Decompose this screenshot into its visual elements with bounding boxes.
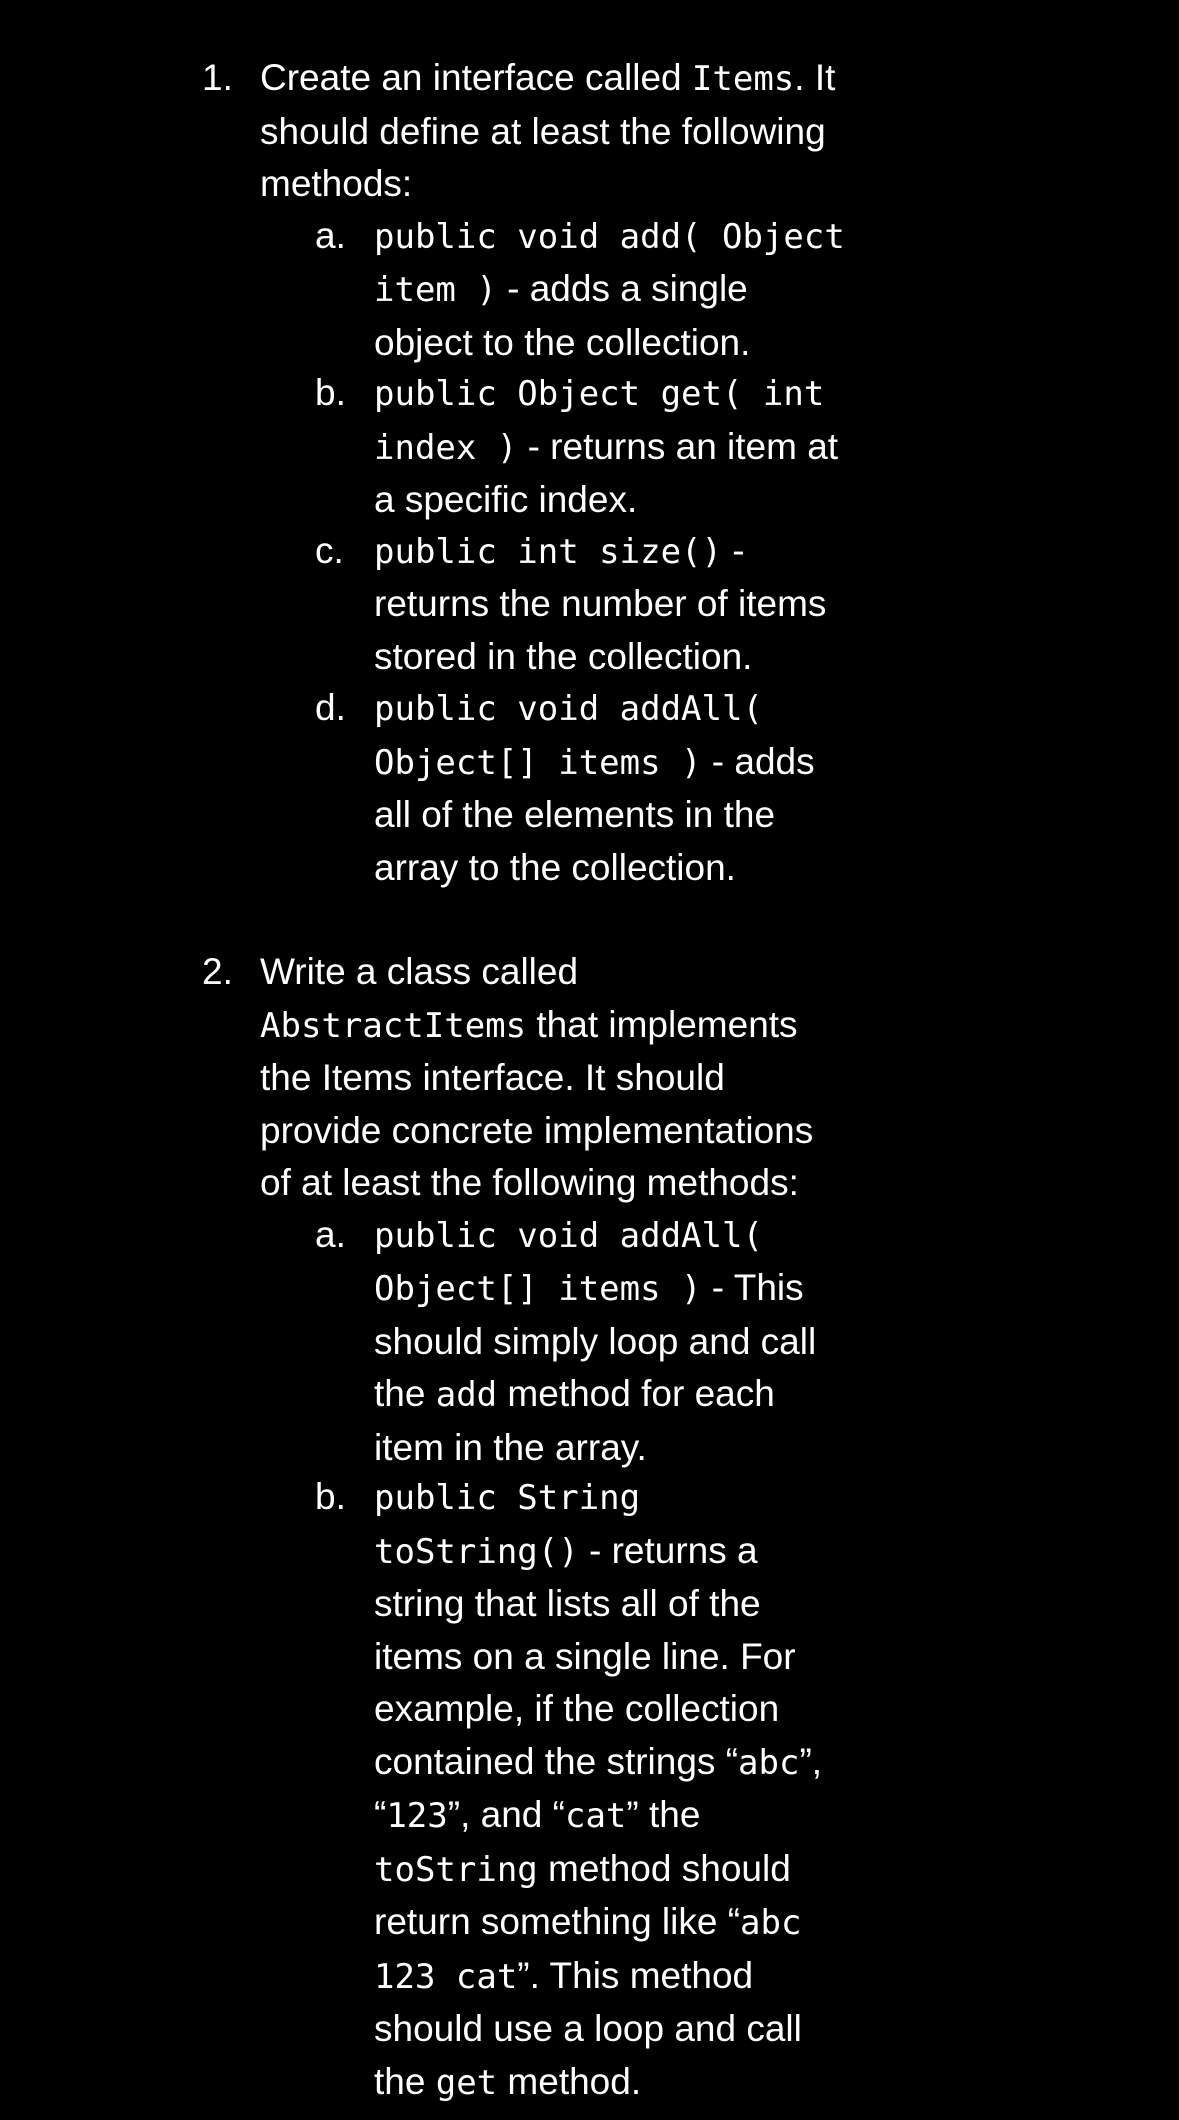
text-span: should define at least the following [260, 110, 826, 152]
text-span: contained the strings “ [374, 1740, 739, 1782]
text-line [374, 1578, 894, 1631]
code-span: get [435, 2062, 498, 2103]
text-line [374, 1950, 894, 2004]
text-line [374, 525, 894, 579]
text-span: - returns a [578, 1529, 758, 1571]
sub-item-text [374, 210, 894, 370]
code-span: cat [564, 1796, 627, 1836]
sub-item-letter: b. [315, 372, 346, 413]
code-span: public void addAll( [374, 1215, 763, 1256]
code-span: 123 cat [374, 1956, 518, 1997]
code-span: Items [691, 59, 795, 99]
text-line [374, 578, 894, 631]
text-line [374, 1843, 894, 1897]
text-span: the [374, 1373, 436, 1414]
text-line [374, 1789, 894, 1843]
text-line [374, 1896, 894, 1950]
text-line [374, 1471, 894, 1525]
text-line [374, 263, 894, 317]
text-span: method for each [497, 1373, 775, 1414]
code-span: public Object get( int [374, 374, 825, 414]
list-item-text [260, 946, 900, 1210]
text-span: all of the elements in the [374, 794, 776, 835]
text-span: provide concrete implementations [260, 1109, 814, 1151]
code-span: Object[] items ) [374, 1269, 702, 1309]
text-span: a specific index. [374, 479, 638, 520]
text-span: string that lists all of the [374, 1583, 761, 1624]
code-span: public void add( Object [374, 216, 845, 257]
text-span: method should [537, 1847, 791, 1889]
text-line [260, 158, 900, 211]
code-span: public void addAll( [374, 689, 763, 729]
text-span: array to the collection. [374, 846, 736, 888]
code-span: toString [374, 1849, 538, 1890]
text-line [260, 106, 900, 159]
text-line [374, 1368, 894, 1422]
text-line [374, 2003, 894, 2056]
text-line [260, 1157, 900, 1210]
code-span: item ) [374, 270, 497, 310]
code-span: Object[] items ) [374, 742, 702, 783]
code-span: index ) [374, 427, 518, 468]
sub-item-letter: c. [315, 529, 344, 571]
text-line [374, 367, 894, 421]
sub-item-letter: a. [315, 214, 346, 256]
text-line [374, 421, 894, 475]
code-span: abc [740, 1903, 802, 1943]
text-line [260, 52, 900, 106]
text-span: returns the number of items [374, 583, 827, 624]
text-line [374, 210, 894, 264]
text-span: stored in the collection. [374, 635, 753, 677]
code-span: add [435, 1375, 498, 1415]
text-span: object to the collection. [374, 321, 751, 363]
sub-item-text [374, 1209, 894, 1475]
text-span: - This [701, 1267, 804, 1308]
text-span: items on a single line. For [374, 1635, 796, 1677]
text-line [374, 474, 894, 527]
text-span: the [374, 2060, 436, 2102]
sub-item-letter: d. [315, 687, 346, 728]
text-line [374, 736, 894, 790]
text-span: Create an interface called [260, 57, 692, 98]
code-span: public int size() [374, 531, 722, 572]
text-line [260, 999, 900, 1053]
text-span: “ [374, 1794, 387, 1835]
code-span: public String [374, 1478, 641, 1518]
text-span: method. [497, 2060, 642, 2102]
text-span: should use a loop and call [374, 2008, 802, 2049]
text-span: item in the array. [374, 1426, 647, 1468]
text-line [374, 1631, 894, 1684]
code-span: toString() [374, 1531, 579, 1572]
text-line [374, 1422, 894, 1475]
text-line [374, 1525, 894, 1579]
text-line [374, 1262, 894, 1316]
text-line [374, 2056, 894, 2110]
text-line [374, 682, 894, 736]
text-span: ” the [626, 1794, 701, 1835]
sub-item-text [374, 525, 894, 684]
text-line [260, 1052, 900, 1105]
text-line [374, 1683, 894, 1736]
code-span: abc [738, 1742, 800, 1783]
text-span: the Items interface. It should [260, 1057, 725, 1098]
text-line [374, 1736, 894, 1790]
text-line [374, 842, 894, 895]
text-span: Write a class called [260, 951, 579, 992]
code-span: AbstractItems [260, 1005, 527, 1046]
text-span: - adds a single [496, 268, 748, 309]
text-line [374, 1316, 894, 1369]
text-line [260, 946, 900, 999]
sub-item-letter: a. [315, 1213, 346, 1255]
text-span: ”. This method [517, 1954, 754, 1996]
text-line [374, 317, 894, 370]
list-item-text [260, 52, 900, 211]
sub-item-letter: b. [315, 1476, 346, 1517]
text-span: . It [794, 57, 836, 98]
sub-item-text [374, 367, 894, 527]
text-span: - adds [701, 740, 815, 782]
text-line [374, 631, 894, 684]
list-number: 2. [202, 951, 233, 992]
code-span: 123 [386, 1796, 448, 1836]
text-span: example, if the collection [374, 1688, 780, 1729]
text-span: - [722, 529, 745, 571]
text-line [260, 1105, 900, 1158]
text-span: methods: [260, 163, 413, 204]
text-span: return something like “ [374, 1901, 741, 1942]
text-span: - returns an item at [517, 425, 839, 467]
text-span: of at least the following methods: [260, 1162, 799, 1203]
text-line [374, 789, 894, 842]
sub-item-text [374, 682, 894, 894]
text-line [374, 1209, 894, 1263]
text-span: that implements [526, 1003, 798, 1045]
text-span: ”, [799, 1740, 823, 1782]
text-span: should simply loop and call [374, 1320, 817, 1362]
sub-item-text [374, 1471, 894, 2109]
list-number: 1. [202, 57, 233, 98]
text-span: ”, and “ [447, 1794, 565, 1835]
